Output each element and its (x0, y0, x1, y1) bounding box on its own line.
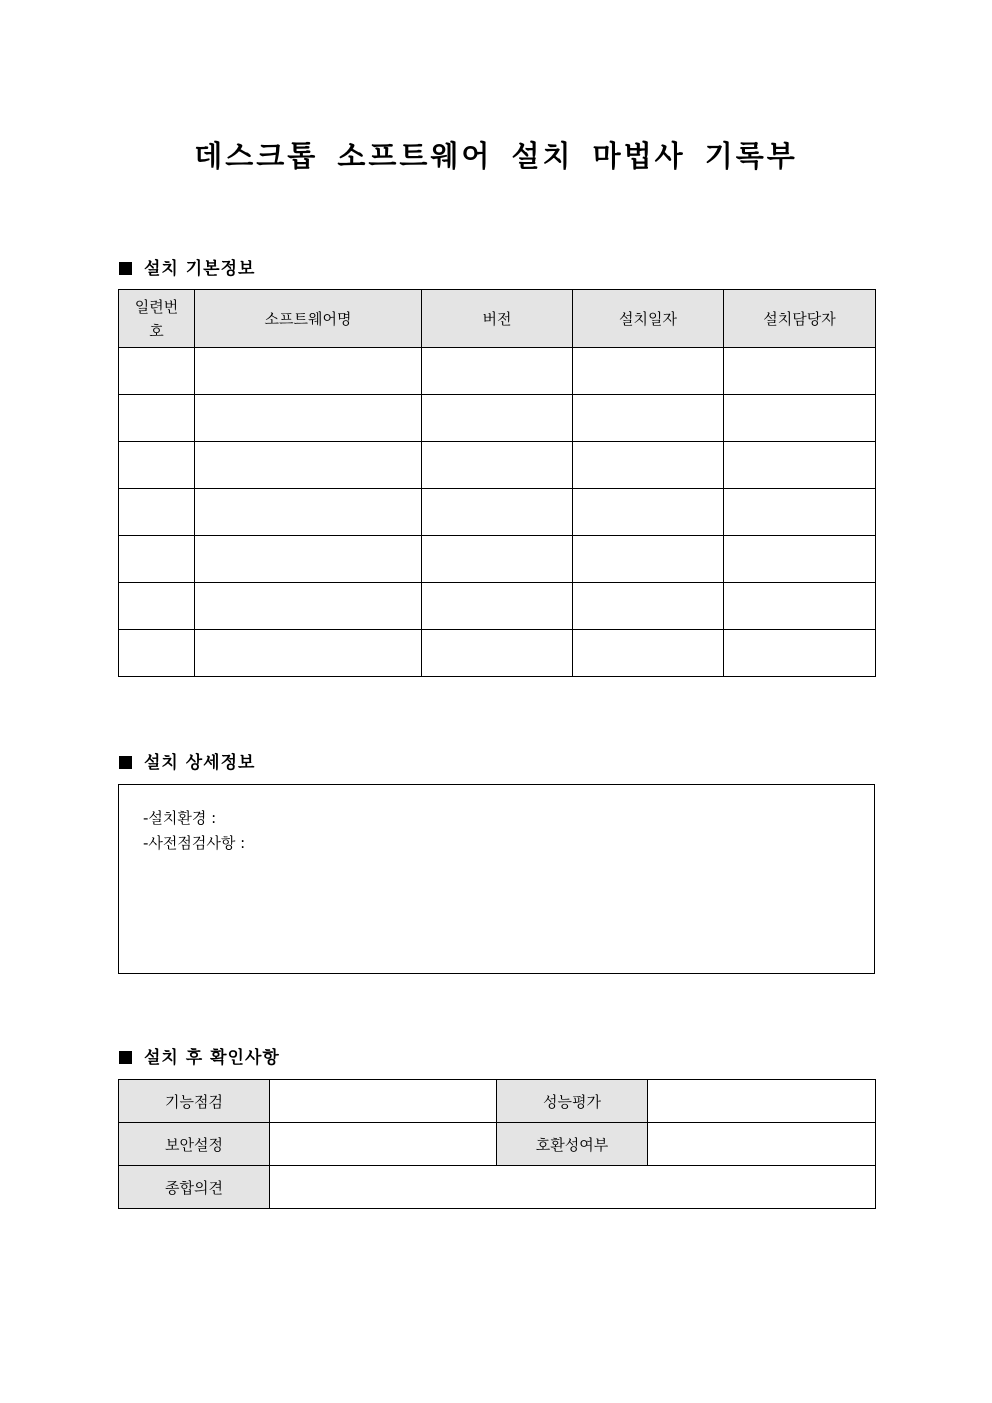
cell-serial[interactable] (119, 630, 195, 677)
header-version: 버전 (422, 290, 573, 348)
table-row (119, 1166, 876, 1209)
post-check-table (118, 1079, 876, 1209)
cell-serial[interactable] (119, 583, 195, 630)
performance-evaluation-value[interactable] (648, 1080, 876, 1123)
table-header-row (119, 290, 876, 348)
square-bullet-icon (119, 262, 132, 275)
function-check-value[interactable] (270, 1080, 497, 1123)
label-overall-opinion: 종합의견 (119, 1166, 270, 1209)
section-basic-info-title: 설치 기본정보 (144, 259, 256, 279)
cell-install-date[interactable] (573, 348, 724, 395)
detail-info-box[interactable] (118, 784, 875, 974)
compatibility-value[interactable] (648, 1123, 876, 1166)
cell-install-date[interactable] (573, 489, 724, 536)
header-install-date: 설치일자 (573, 290, 724, 348)
cell-install-manager[interactable] (724, 489, 876, 536)
cell-serial[interactable] (119, 489, 195, 536)
cell-version[interactable] (422, 442, 573, 489)
label-performance-evaluation: 성능평가 (497, 1080, 648, 1123)
cell-version[interactable] (422, 348, 573, 395)
cell-serial[interactable] (119, 348, 195, 395)
cell-software-name[interactable] (195, 583, 422, 630)
header-software-name: 소프트웨어명 (195, 290, 422, 348)
cell-install-date[interactable] (573, 395, 724, 442)
cell-software-name[interactable] (195, 442, 422, 489)
section-post-check-title: 설치 후 확인사항 (144, 1048, 280, 1068)
header-install-manager: 설치담당자 (724, 290, 876, 348)
install-environment-label: -설치환경 : (143, 809, 217, 827)
precheck-items-label: -사전점검사항 : (143, 834, 246, 852)
basic-info-table (118, 289, 876, 677)
table-row (119, 583, 876, 630)
cell-version[interactable] (422, 395, 573, 442)
cell-version[interactable] (422, 583, 573, 630)
label-function-check: 기능점검 (119, 1080, 270, 1123)
cell-install-manager[interactable] (724, 395, 876, 442)
label-compatibility: 호환성여부 (497, 1123, 648, 1166)
table-row (119, 348, 876, 395)
cell-install-manager[interactable] (724, 583, 876, 630)
table-row (119, 489, 876, 536)
cell-software-name[interactable] (195, 536, 422, 583)
table-row (119, 536, 876, 583)
cell-serial[interactable] (119, 395, 195, 442)
table-row (119, 395, 876, 442)
table-row (119, 442, 876, 489)
cell-install-manager[interactable] (724, 630, 876, 677)
cell-serial[interactable] (119, 536, 195, 583)
cell-serial[interactable] (119, 442, 195, 489)
cell-install-date[interactable] (573, 583, 724, 630)
cell-install-manager[interactable] (724, 348, 876, 395)
section-basic-info (119, 254, 255, 279)
cell-version[interactable] (422, 536, 573, 583)
cell-version[interactable] (422, 630, 573, 677)
security-settings-value[interactable] (270, 1123, 497, 1166)
cell-version[interactable] (422, 489, 573, 536)
cell-install-manager[interactable] (724, 442, 876, 489)
square-bullet-icon (119, 1051, 132, 1064)
table-row (119, 1080, 876, 1123)
cell-install-date[interactable] (573, 630, 724, 677)
cell-software-name[interactable] (195, 630, 422, 677)
section-detail-info-title: 설치 상세정보 (144, 753, 256, 773)
table-row (119, 1123, 876, 1166)
cell-software-name[interactable] (195, 395, 422, 442)
square-bullet-icon (119, 756, 132, 769)
label-security-settings: 보안설정 (119, 1123, 270, 1166)
header-serial: 일련번호 (119, 290, 195, 348)
cell-install-date[interactable] (573, 442, 724, 489)
cell-software-name[interactable] (195, 348, 422, 395)
cell-install-manager[interactable] (724, 536, 876, 583)
section-detail-info (119, 748, 255, 773)
document-title: 데스크톱 소프트웨어 설치 마법사 기록부 (194, 139, 798, 173)
cell-software-name[interactable] (195, 489, 422, 536)
overall-opinion-value[interactable] (270, 1166, 876, 1209)
cell-install-date[interactable] (573, 536, 724, 583)
table-row (119, 630, 876, 677)
section-post-check (119, 1043, 280, 1068)
